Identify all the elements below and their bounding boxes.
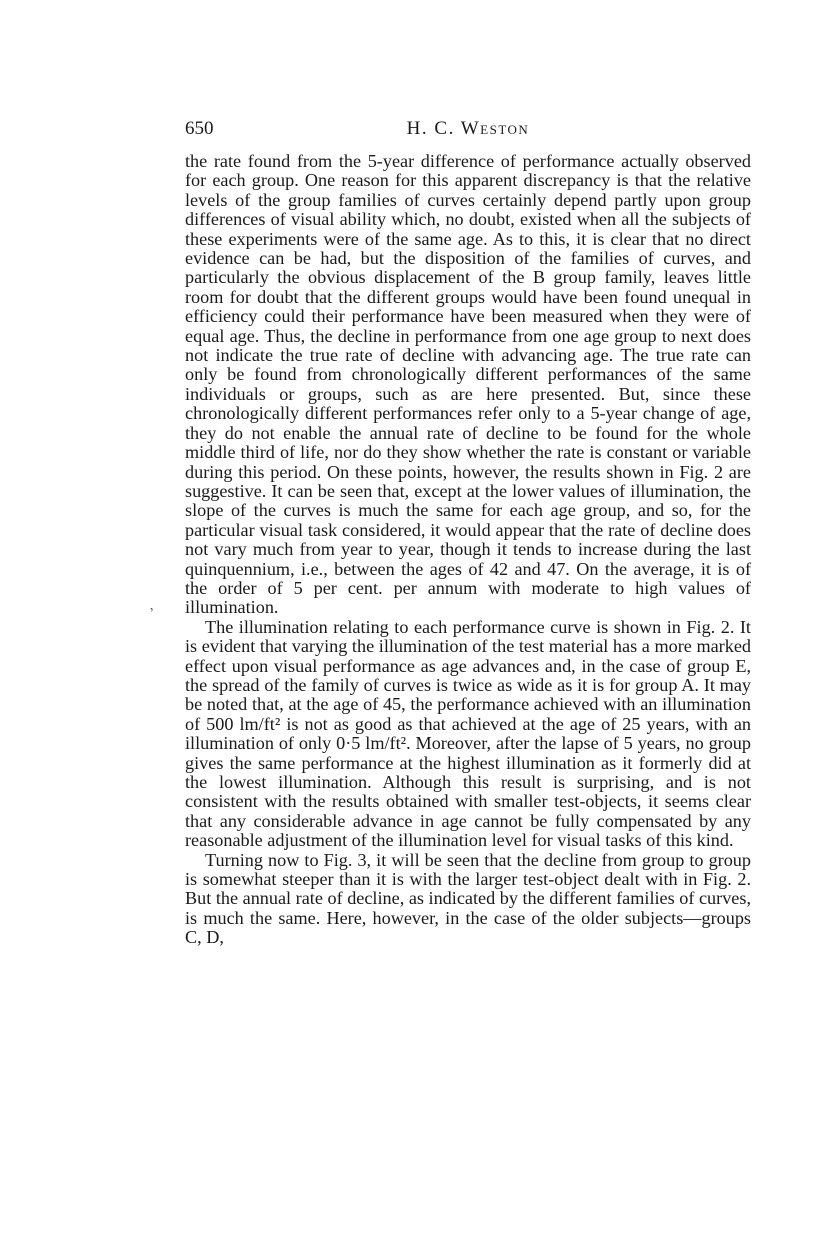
page	[185, 118, 751, 948]
body-text	[185, 152, 751, 948]
page-number: 650	[185, 118, 214, 139]
page-header	[185, 118, 751, 144]
margin-mark: ʼ	[148, 605, 158, 622]
paragraph-3: Turning now to Fig. 3, it will be seen that the decline from group to group is somewhat steeper than it is with the larger test-object dealt with in Fig. 2. But the annual rate of decline, as indicated by the different families of curves, is much the same. Here, however, in the case of the older subjects—groups C, D,	[185, 849, 751, 948]
running-head: H. C. Weston	[406, 118, 530, 139]
paragraph-1: the rate found from the 5-year difference of performance actually observed for each group. One reason for this apparent discrepancy is that the relative levels of the group families of curves certainly depend partly upon group differences of visual ability which, no doubt, existed when all the subjects of these experiments were of the same age. As to this, it is clear that no direct evidence can be had, but the disposition of the families of curves, and particularly the obvious displacement of the B group family, leaves little room for doubt that the different groups would have been found unequal in efficiency could their performance have been measured when they were of equal age. Thus, the decline in performance from one age group to next does not indicate the true rate of decline with advancing age. The true rate can only be found from chronologically different performances of the same individuals or groups, such as are here presented. But, since these chronologically different performances refer only to a 5-year change of age, they do not enable the annual rate of decline to be found for the whole middle third of life, nor do they show whether the rate is constant or variable during this period. On these points, however, the results shown in Fig. 2 are suggestive. It can be seen that, except at the lower values of illumination, the slope of the curves is much the same for each age group, and so, for the particular visual task considered, it would appear that the rate of decline does not vary much from year to year, though it tends to increase during the last quinquennium, i.e., between the ages of 42 and 47. On the average, it is of the order of 5 per cent. per annum with moderate to high values of illumination.	[185, 151, 751, 618]
paragraph-2: The illumination relating to each performance curve is shown in Fig. 2. It is evident that varying the illumination of the test material has a more marked effect upon visual performance as age advances and, in the case of group E, the spread of the family of curves is twice as wide as it is for group A. It may be noted that, at the age of 45, the performance achieved with an illumination of 500 lm/ft² is not as good as that achieved at the age of 25 years, with an illumination of only 0·5 lm/ft². Moreover, after the lapse of 5 years, no group gives the same performance at the highest illumination as it formerly did at the lowest illumination. Although this result is surprising, and is not consistent with the results obtained with smaller test-objects, it seems clear that any considerable advance in age cannot be fully compensated by any reasonable adjustment of the illumination level for visual tasks of this kind.	[185, 616, 751, 851]
